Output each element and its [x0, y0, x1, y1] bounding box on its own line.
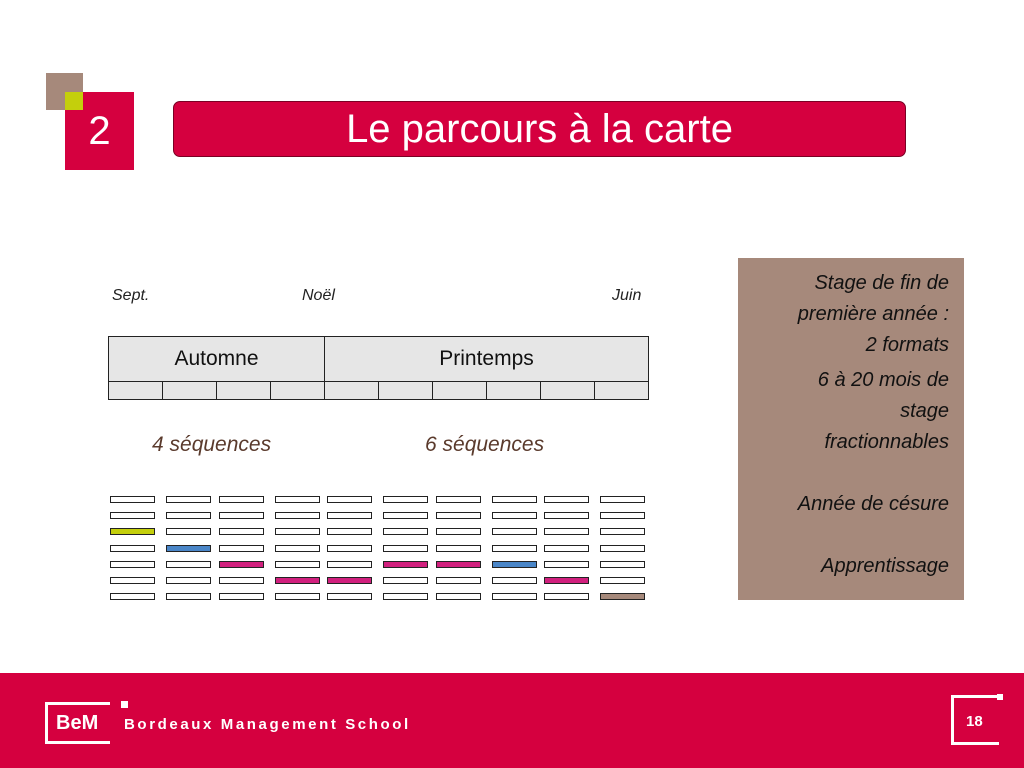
- sequence-cell: [600, 528, 645, 535]
- sequence-cell: [110, 561, 155, 568]
- sequence-cell: [492, 512, 537, 519]
- sequence-cell: [219, 561, 264, 568]
- sequence-cell: [492, 528, 537, 535]
- section-number-badge: [65, 92, 134, 170]
- autumn-sequences-label: 4 séquences: [152, 433, 272, 456]
- sequence-cell: [436, 577, 481, 584]
- slot: [379, 382, 433, 400]
- sequence-cell: [544, 593, 589, 600]
- season-table: [108, 336, 649, 400]
- sequence-cell: [600, 593, 645, 600]
- sequence-cell: [383, 512, 428, 519]
- sequence-cell: [110, 577, 155, 584]
- info-line: 2 formats: [865, 334, 949, 356]
- sequence-cell: [110, 512, 155, 519]
- sequence-cell: [166, 577, 211, 584]
- frame-dot: [997, 694, 1003, 700]
- sequence-cell: [544, 561, 589, 568]
- sequence-cell: [600, 577, 645, 584]
- info-line: Stage de fin de: [814, 272, 949, 294]
- page-number: 18: [966, 713, 983, 730]
- sequence-cell: [600, 496, 645, 503]
- sequence-cell: [327, 496, 372, 503]
- sequence-cell: [492, 496, 537, 503]
- sequence-cell: [383, 528, 428, 535]
- slot: [217, 382, 271, 400]
- sequence-cell: [110, 528, 155, 535]
- sequence-cell: [166, 512, 211, 519]
- sequence-cell: [110, 593, 155, 600]
- sequence-cell: [275, 561, 320, 568]
- info-line: stage: [900, 400, 949, 422]
- sequence-cell: [327, 512, 372, 519]
- slot: [487, 382, 541, 400]
- sequence-cell: [327, 561, 372, 568]
- slot: [541, 382, 595, 400]
- info-line: fractionnables: [824, 431, 949, 453]
- info-line: Année de césure: [797, 493, 949, 515]
- season-autumn: Automne: [109, 337, 325, 381]
- sequence-cell: [544, 577, 589, 584]
- sequence-cell: [275, 545, 320, 552]
- sequence-cell: [327, 593, 372, 600]
- sequence-cell: [110, 496, 155, 503]
- sequence-cell: [383, 593, 428, 600]
- slot: [433, 382, 487, 400]
- sequence-cell: [600, 561, 645, 568]
- season-header-row: [109, 337, 648, 382]
- slot: [109, 382, 163, 400]
- sequence-cell: [383, 577, 428, 584]
- sequence-cell: [166, 528, 211, 535]
- sequence-cell: [219, 512, 264, 519]
- sequence-cell: [219, 577, 264, 584]
- slide-title: Le parcours à la carte: [173, 101, 906, 157]
- sequence-cell: [492, 577, 537, 584]
- info-line: première année :: [797, 303, 949, 325]
- school-name: Bordeaux Management School: [124, 716, 411, 733]
- sequence-cell: [166, 545, 211, 552]
- season-slot-row: [109, 382, 648, 400]
- sequence-cell: [219, 496, 264, 503]
- sequence-cell: [327, 545, 372, 552]
- sequence-cell: [219, 528, 264, 535]
- sequence-cell: [110, 545, 155, 552]
- slot: [163, 382, 217, 400]
- sequence-cell: [275, 577, 320, 584]
- sequence-cell: [436, 512, 481, 519]
- sequence-cell: [166, 496, 211, 503]
- sequence-cell: [166, 593, 211, 600]
- logo-dot: [121, 701, 128, 708]
- sequence-cell: [492, 593, 537, 600]
- info-line: 6 à 20 mois de: [817, 369, 949, 391]
- slot: [271, 382, 325, 400]
- sequence-cell: [383, 496, 428, 503]
- sequence-cell: [544, 545, 589, 552]
- sequence-cell: [436, 593, 481, 600]
- sequence-cell: [436, 545, 481, 552]
- sequence-cell: [492, 561, 537, 568]
- sequence-cell: [600, 545, 645, 552]
- section-number: 2: [88, 108, 111, 153]
- sequence-cell: [275, 512, 320, 519]
- sequence-cell: [275, 593, 320, 600]
- sequence-cell: [436, 528, 481, 535]
- sequence-cell: [436, 496, 481, 503]
- sequence-cell: [544, 512, 589, 519]
- sequence-cell: [383, 561, 428, 568]
- sequence-cell: [166, 561, 211, 568]
- month-label-noel: Noël: [302, 287, 335, 304]
- sequence-cell: [219, 545, 264, 552]
- internship-info-box: [738, 258, 964, 600]
- sequence-cell: [544, 496, 589, 503]
- sequence-cell: [436, 561, 481, 568]
- logo-text: BeM: [56, 712, 99, 734]
- sequence-cell: [327, 577, 372, 584]
- slot: [325, 382, 379, 400]
- bem-logo: [45, 702, 110, 744]
- sequence-cell: [600, 512, 645, 519]
- decor-square-lime: [65, 92, 83, 110]
- sequence-cell: [544, 528, 589, 535]
- season-spring: Printemps: [439, 347, 534, 370]
- month-label-sept: Sept.: [112, 287, 150, 304]
- spring-sequences-label: 6 séquences: [425, 433, 545, 456]
- sequence-cell: [327, 528, 372, 535]
- slot: [595, 382, 648, 400]
- month-label-juin: Juin: [612, 287, 642, 304]
- info-line: Apprentissage: [821, 555, 949, 577]
- sequence-cell: [383, 545, 428, 552]
- sequence-cell: [275, 496, 320, 503]
- sequence-cell: [492, 545, 537, 552]
- sequence-cell: [275, 528, 320, 535]
- sequence-cell: [219, 593, 264, 600]
